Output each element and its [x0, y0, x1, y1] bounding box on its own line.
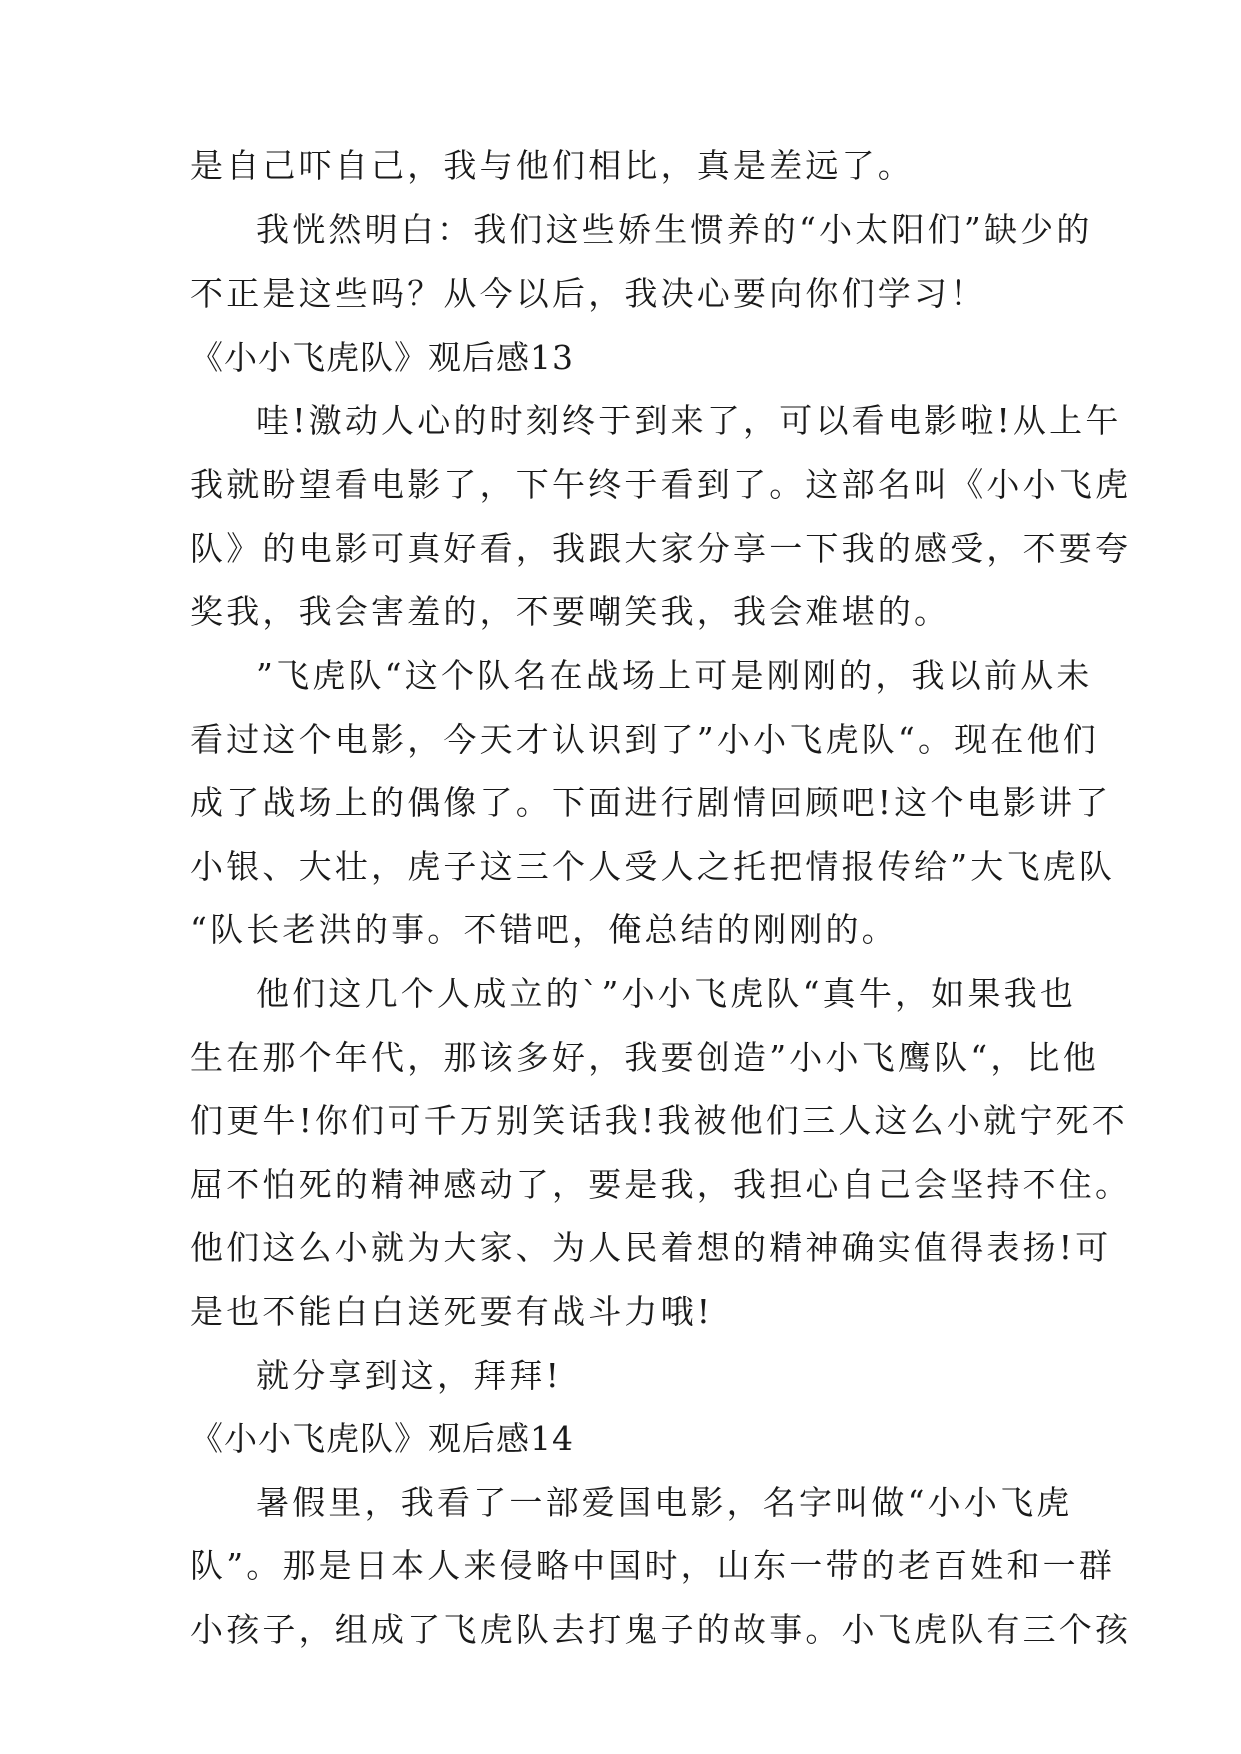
section-heading-13: 《小小飞虎队》观后感13 — [190, 338, 574, 377]
text-line: 不正是这些吗？从今以后，我决心要向你们学习！ — [190, 274, 987, 313]
text-line: 生在那个年代，那该多好，我要创造”小小飞鹰队“，比他 — [190, 1038, 1099, 1077]
text-line: 是自己吓自己，我与他们相比，真是差远了。 — [190, 146, 914, 185]
text-line: 奖我，我会害羞的，不要嘲笑我，我会难堪的。 — [190, 592, 951, 631]
text-line: 队”。那是日本人来侵略中国时，山东一带的老百姓和一群 — [190, 1546, 1116, 1585]
paragraph-start: 暑假里，我看了一部爱国电影，名字叫做“小小飞虎 — [256, 1483, 1073, 1522]
text-line: 们更牛!你们可千万别笑话我!我被他们三人这么小就宁死不 — [190, 1101, 1128, 1140]
text-line: 我就盼望看电影了，下午终于看到了。这部名叫《小小飞虎 — [190, 465, 1132, 504]
paragraph-start: 就分享到这，拜拜! — [256, 1356, 563, 1395]
section-heading-14: 《小小飞虎队》观后感14 — [190, 1419, 574, 1458]
paragraph-start: ”飞虎队“这个队名在战场上可是刚刚的，我以前从未 — [256, 656, 1093, 695]
text-line: 他们这么小就为大家、为人民着想的精神确实值得表扬!可 — [190, 1228, 1112, 1267]
paragraph-start: 哇!激动人心的时刻终于到来了，可以看电影啦!从上午 — [256, 401, 1122, 440]
text-line: 看过这个电影，今天才认识到了”小小飞虎队“。现在他们 — [190, 720, 1099, 759]
text-line: 队》的电影可真好看，我跟大家分享一下我的感受，不要夸 — [190, 529, 1132, 568]
text-line: 是也不能白白送死要有战斗力哦! — [190, 1292, 714, 1331]
paragraph-start: 我恍然明白：我们这些娇生惯养的“小太阳们”缺少的 — [256, 210, 1093, 249]
text-line: 小银、大壮，虎子这三个人受人之托把情报传给”大飞虎队 — [190, 847, 1116, 886]
text-line: 成了战场上的偶像了。下面进行剧情回顾吧!这个电影讲了 — [190, 783, 1112, 822]
text-line: “队长老洪的事。不错吧，俺总结的刚刚的。 — [190, 910, 898, 949]
text-line: 小孩子，组成了飞虎队去打鬼子的故事。小飞虎队有三个孩 — [190, 1610, 1132, 1649]
text-line: 屈不怕死的精神感动了，要是我，我担心自己会坚持不住。 — [190, 1165, 1132, 1204]
paragraph-start: 他们这几个人成立的`”小小飞虎队“真牛，如果我也 — [256, 974, 1077, 1013]
